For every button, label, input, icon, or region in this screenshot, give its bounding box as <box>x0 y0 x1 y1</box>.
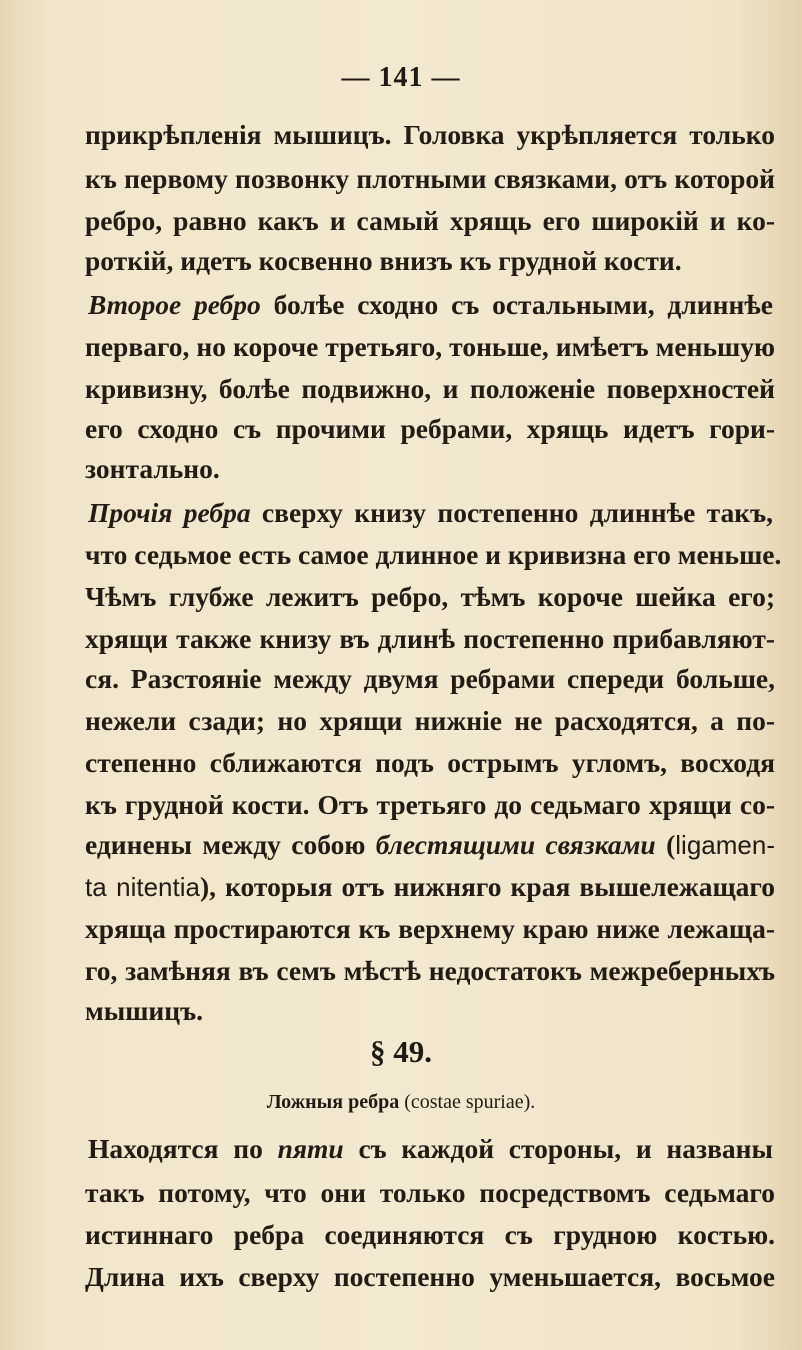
text-span: болѣе сходно съ остальными, длиннѣе <box>260 289 773 320</box>
text-line: перваго, но короче третьяго, тоньше, имѣетъ меньшую <box>85 331 775 362</box>
text-span: Находятся по <box>88 1133 278 1164</box>
text-line: степенно сближаются подъ острымъ угломъ, восходя <box>85 747 775 778</box>
section-number: § 49. <box>370 1034 432 1069</box>
section-title-text: Ложныя ребра <box>266 1091 400 1113</box>
text-line: Длина ихъ сверху постепенно уменьшается, восьмое <box>85 1261 775 1292</box>
text-span: съ каждой стороны, и названы <box>343 1133 773 1164</box>
text-line <box>88 495 773 531</box>
text-span: сверху книзу постепенно длиннѣе такъ, <box>250 497 773 528</box>
text-line: хряща простираются къ верхнему краю ниже лежаща- <box>85 913 775 944</box>
text-line: мышицъ. <box>85 995 204 1026</box>
section-title <box>0 1091 802 1114</box>
text-line: такъ потому, что они только посредствомъ седьмаго <box>85 1177 775 1208</box>
text-line: къ первому позвонку плотными связками, отъ которой <box>85 163 775 194</box>
section-title-latin: (costae spuriae). <box>399 1091 536 1113</box>
emphasis-term: Второе ребро <box>88 289 261 320</box>
latin-term: ta nitentia <box>85 872 200 902</box>
text-line: Чѣмъ глубже лежитъ ребро, тѣмъ короче шейка его; <box>85 581 775 612</box>
text-line: хрящи также книзу въ длинѣ постепенно прибавляют- <box>85 623 775 654</box>
text-line: кривизну, болѣе подвижно, и положеніе поверхностей <box>85 373 775 404</box>
text-span: единены между собою <box>85 829 376 860</box>
text-line: что седьмое есть самое длинное и кривизна его меньше. <box>85 539 782 570</box>
text-line: го, замѣняя въ семъ мѣстѣ недостатокъ межреберныхъ <box>85 955 775 986</box>
text-span: ( <box>655 829 676 860</box>
text-line: ребро, равно какъ и самый хрящь его широкій и ко- <box>85 205 775 236</box>
page-number: — 141 — <box>341 62 461 93</box>
latin-term: ligamen- <box>675 830 775 860</box>
text-span: ), которыя отъ нижняго края вышележащаго <box>199 871 775 902</box>
text-line: нежели сзади; но хрящи нижніе не расходятся, а по- <box>85 705 775 736</box>
text-line: ся. Разстояніе между двумя ребрами спереди больше, <box>85 663 775 694</box>
text-line: къ грудной кости. Отъ третьяго до седьмаго хрящи со- <box>85 789 775 820</box>
text-line: зонтально. <box>85 453 220 484</box>
text-line <box>88 287 773 323</box>
emphasis-term: пяти <box>277 1133 344 1164</box>
text-line: прикрѣпленія мышицъ. Головка укрѣпляется только <box>85 119 775 150</box>
text-line: истиннаго ребра соединяются съ грудною костью. <box>85 1219 775 1250</box>
emphasis-term: блестящими связками <box>375 829 656 860</box>
text-line: его сходно съ прочими ребрами, хрящь идетъ гори- <box>85 413 775 444</box>
text-line: роткій, идетъ косвенно внизъ къ грудной кости. <box>85 245 682 276</box>
emphasis-term: Прочія ребра <box>88 497 251 528</box>
text-line <box>85 869 775 905</box>
text-line <box>85 827 775 863</box>
text-line <box>88 1131 773 1167</box>
